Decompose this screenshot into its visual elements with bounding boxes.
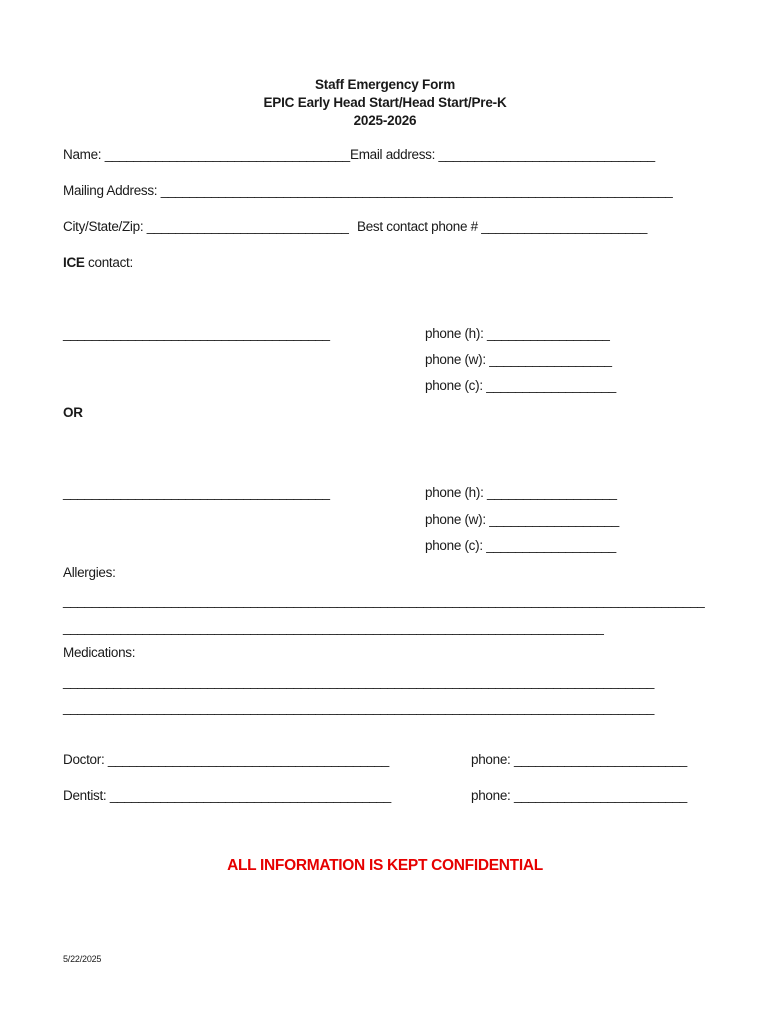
- ice-abbrev: ICE: [63, 255, 85, 270]
- program-name: EPIC Early Head Start/Head Start/Pre-K: [263, 95, 507, 110]
- ice-contact-1-phone-home[interactable]: phone (h): _________________: [425, 326, 610, 341]
- dentist-field[interactable]: Dentist: _______________________________________: [63, 788, 391, 803]
- doctor-phone-field[interactable]: phone: ________________________: [471, 752, 687, 767]
- ice-contact-text: contact:: [84, 255, 133, 270]
- city-state-zip-field[interactable]: City/State/Zip: ____________________________: [63, 219, 349, 234]
- email-field[interactable]: Email address: ______________________________: [350, 147, 655, 162]
- dentist-phone-field[interactable]: phone: ________________________: [471, 788, 687, 803]
- ice-contact-2-phone-cell[interactable]: phone (c): __________________: [425, 538, 616, 553]
- ice-contact-2-phone-work[interactable]: phone (w): __________________: [425, 512, 619, 527]
- or-separator: OR: [63, 405, 83, 420]
- form-header: [0, 76, 770, 130]
- allergies-line-1[interactable]: _________________________________________________________________________________________: [63, 593, 705, 608]
- revision-date: 5/22/2025: [63, 954, 102, 964]
- medications-line-1[interactable]: __________________________________________________________________________________: [63, 674, 655, 689]
- name-field[interactable]: Name: __________________________________: [63, 147, 350, 162]
- ice-contact-1-phone-cell[interactable]: phone (c): __________________: [425, 378, 616, 393]
- form-title: Staff Emergency Form: [314, 77, 456, 92]
- ice-contact-2-name-line[interactable]: _____________________________________: [63, 485, 330, 500]
- mailing-address-field[interactable]: Mailing Address: _______________________________________________________________________: [63, 183, 673, 198]
- ice-contact-label: [63, 255, 133, 271]
- best-phone-field[interactable]: Best contact phone # _______________________: [357, 219, 648, 234]
- ice-contact-1-phone-work[interactable]: phone (w): _________________: [425, 352, 612, 367]
- allergies-line-2[interactable]: ___________________________________________________________________________: [63, 620, 604, 635]
- school-year: 2025-2026: [353, 113, 417, 128]
- medications-line-2[interactable]: __________________________________________________________________________________: [63, 700, 655, 715]
- ice-contact-2-phone-home[interactable]: phone (h): __________________: [425, 485, 617, 500]
- confidentiality-notice: ALL INFORMATION IS KEPT CONFIDENTIAL: [227, 857, 543, 874]
- doctor-field[interactable]: Doctor: _______________________________________: [63, 752, 389, 767]
- allergies-label: Allergies:: [63, 565, 116, 580]
- medications-label: Medications:: [63, 645, 136, 660]
- ice-contact-1-name-line[interactable]: _____________________________________: [63, 326, 330, 341]
